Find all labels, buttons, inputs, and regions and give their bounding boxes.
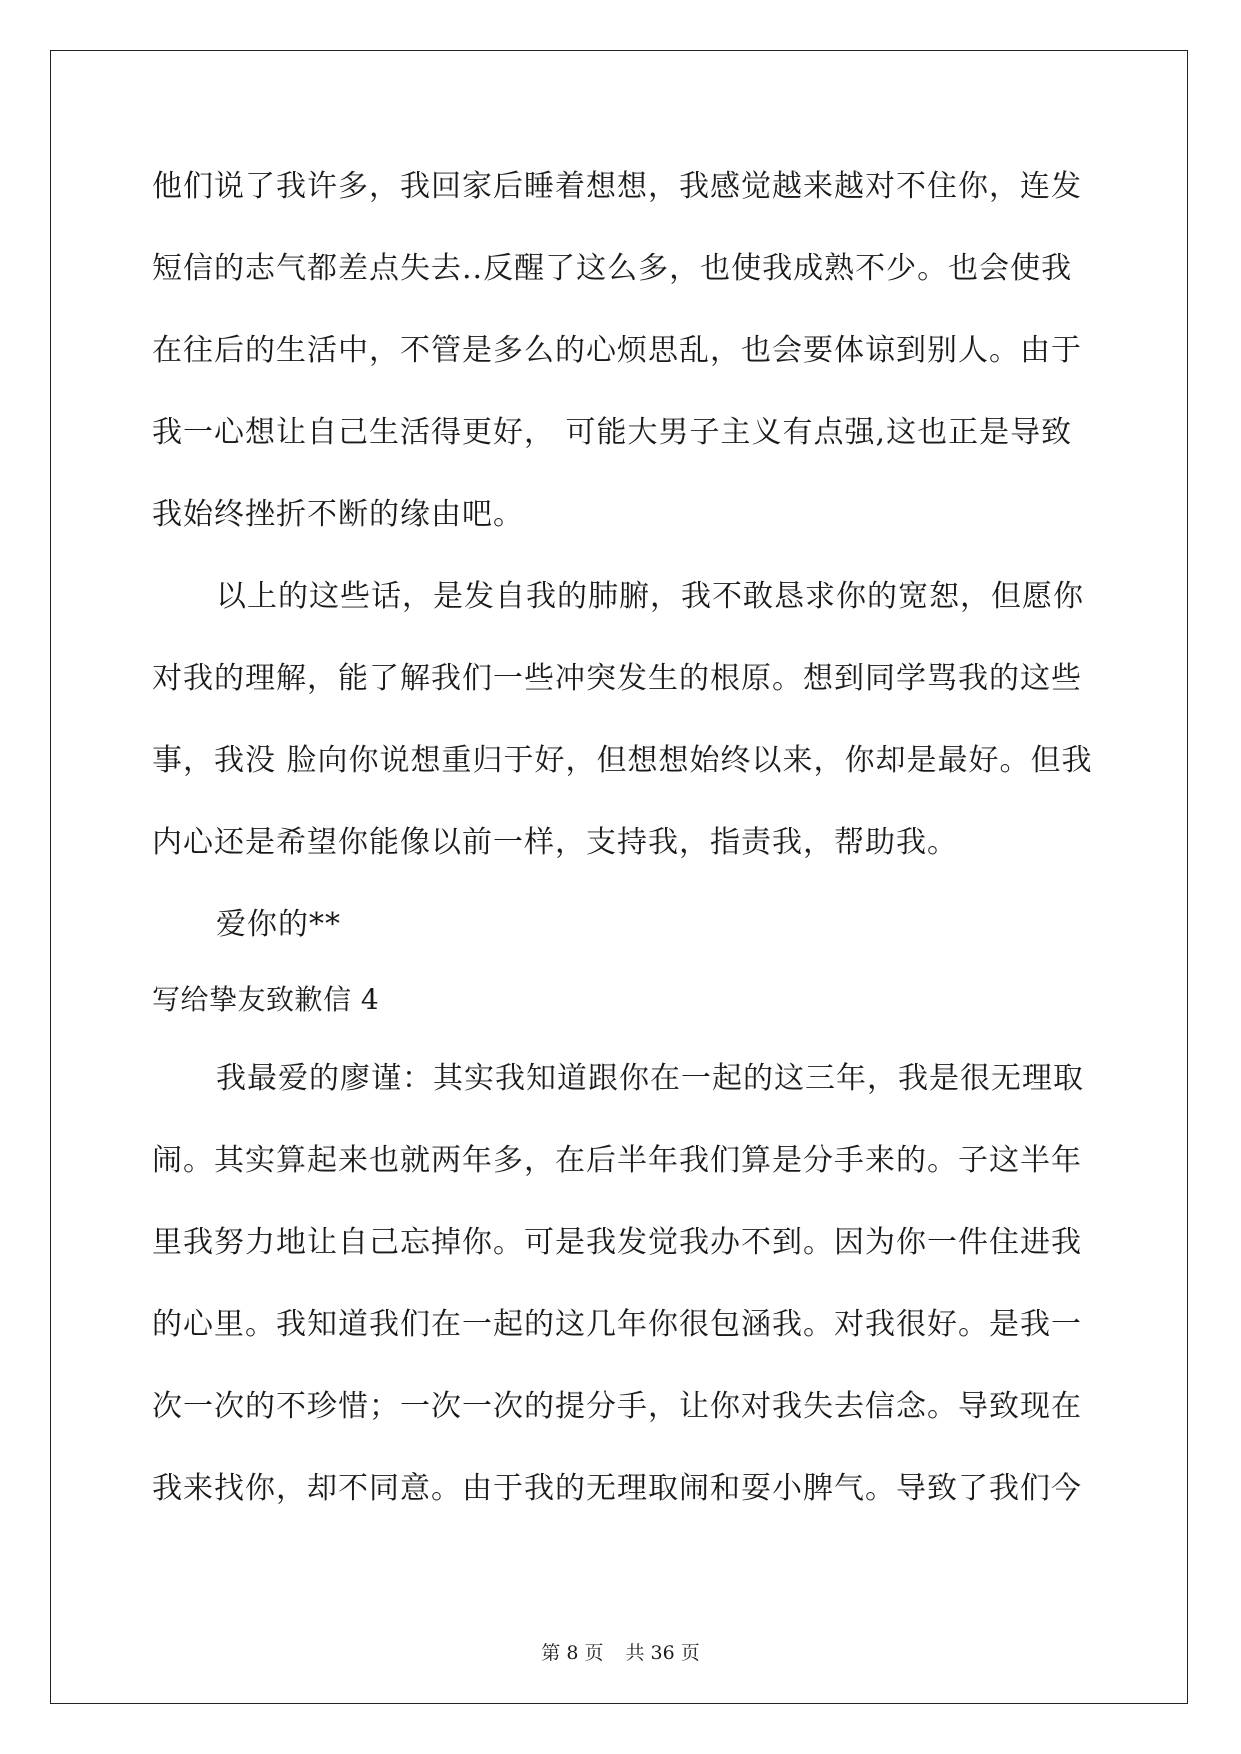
body-line-10: 我最爱的廖谨：其实我知道跟你在一起的这三年，我是很无理取 [216,1061,1084,1096]
page-number: 第 8 页 [541,1642,604,1664]
body-line-12: 里我努力地让自己忘掉你。可是我发觉我办不到。因为你一件住进我 [152,1225,1082,1260]
signature-line: 爱你的** [216,907,341,942]
body-line-2: 短信的志气都差点失去..反醒了这么多，也使我成熟不少。也会使我 [152,251,1073,286]
body-line-6: 以上的这些话，是发自我的肺腑，我不敢恳求你的宽恕，但愿你 [216,579,1084,614]
body-line-1: 他们说了我许多，我回家后睡着想想，我感觉越来越对不住你，连发 [152,169,1082,204]
page-footer [0,1641,1241,1665]
page-border [50,50,1188,1704]
page-total: 共 36 页 [625,1642,700,1664]
body-line-3: 在往后的生活中，不管是多么的心烦思乱，也会要体谅到别人。由于 [152,333,1082,368]
body-line-11: 闹。其实算起来也就两年多，在后半年我们算是分手来的。子这半年 [152,1143,1082,1178]
body-line-5: 我始终挫折不断的缘由吧。 [152,497,524,532]
body-line-15: 我来找你，却不同意。由于我的无理取闹和耍小脾气。导致了我们今 [152,1471,1082,1506]
body-line-14: 次一次的不珍惜；一次一次的提分手，让你对我失去信念。导致现在 [152,1389,1082,1424]
body-line-13: 的心里。我知道我们在一起的这几年你很包涵我。对我很好。是我一 [152,1307,1082,1342]
body-line-8: 事，我没 脸向你说想重归于好，但想想始终以来，你却是最好。但我 [152,743,1093,778]
body-line-7: 对我的理解，能了解我们一些冲突发生的根原。想到同学骂我的这些 [152,661,1082,696]
body-line-4: 我一心想让自己生活得更好， 可能大男子主义有点强,这也正是导致 [152,415,1073,450]
section-heading: 写给挚友致歉信 4 [152,983,380,1016]
body-line-9: 内心还是希望你能像以前一样，支持我，指责我，帮助我。 [152,825,958,860]
